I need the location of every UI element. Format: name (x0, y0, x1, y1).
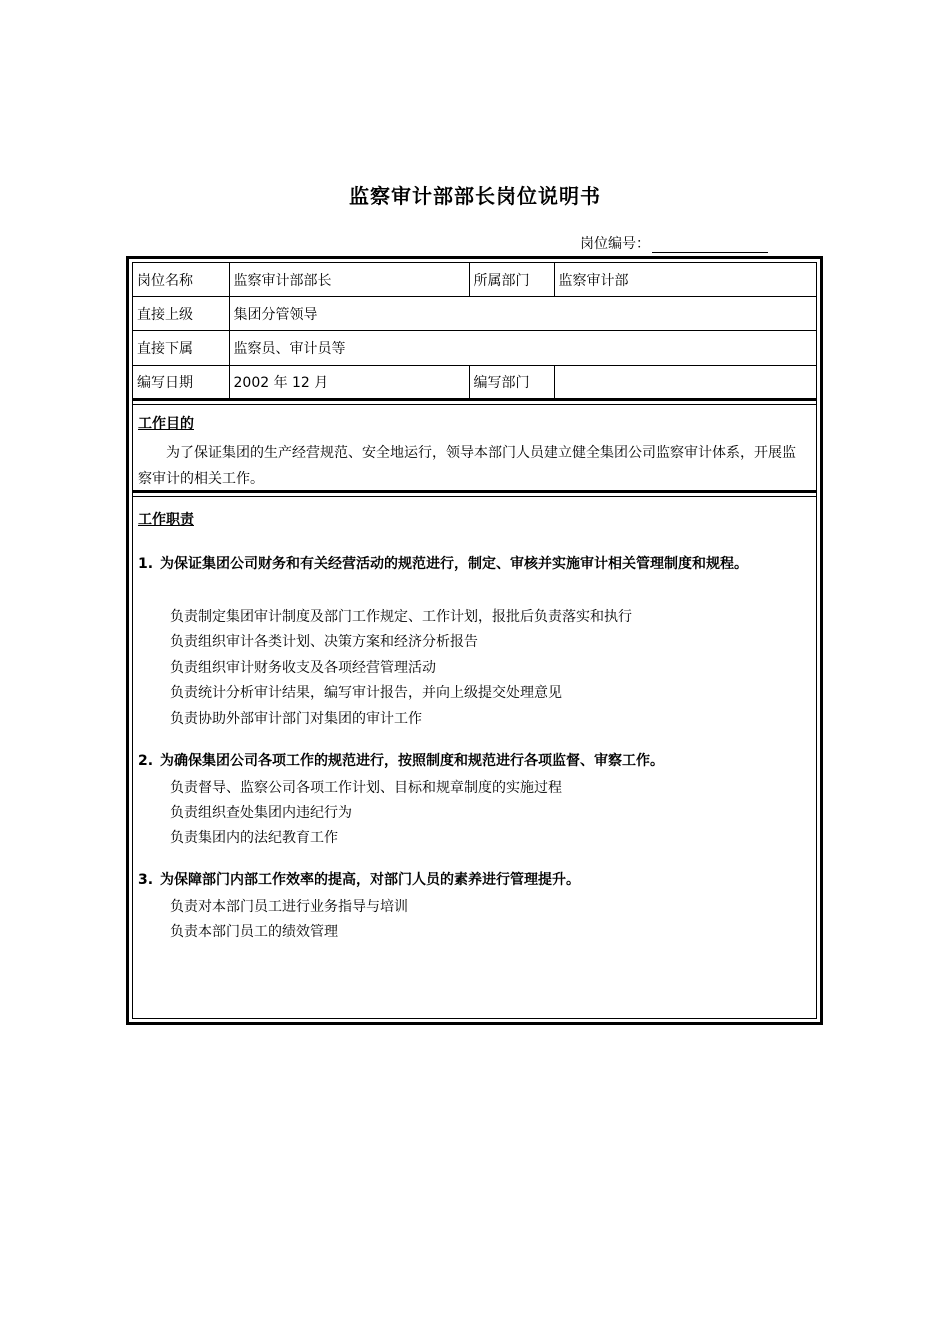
date-label: 编写日期 (133, 365, 229, 399)
list-item-text: 负责制定集团审计制度及部门工作规定、工作计划，报批后负责落实和执行 (170, 609, 632, 625)
post-name-label: 岗位名称 (133, 263, 229, 297)
table-row (133, 365, 816, 399)
table-row (133, 297, 816, 331)
list-item (138, 829, 338, 847)
writer-dept-label: 编写部门 (469, 365, 554, 399)
superior-value: 集团分管领导 (229, 297, 816, 331)
section-divider (133, 398, 816, 405)
list-item (138, 684, 562, 702)
duty-section-text: 为保证集团公司财务和有关经营活动的规范进行，制定、审核并实施审计相关管理制度和规程。 (160, 556, 748, 572)
table-row (133, 331, 816, 365)
post-number-label: 岗位编号： (580, 236, 650, 252)
job-description-body (132, 262, 817, 1019)
duty-section-title (138, 869, 796, 892)
document-title: 监察审计部部长岗位说明书 (349, 184, 601, 208)
list-item (138, 659, 436, 677)
purpose-text: 为了保证集团的生产经营规范、安全地运行，领导本部门人员建立健全集团公司监察审计体系，开展监察审计的相关工作。 (138, 445, 796, 487)
list-item-text: 负责统计分析审计结果，编写审计报告，并向上级提交处理意见 (170, 685, 562, 701)
department-label: 所属部门 (469, 263, 554, 297)
job-description-frame (126, 256, 823, 1025)
list-item (138, 779, 562, 797)
list-item-text: 负责组织审计财务收支及各项经营管理活动 (170, 660, 436, 676)
list-item-text: 负责组织审计各类计划、决策方案和经济分析报告 (170, 634, 478, 650)
post-number-field (580, 233, 768, 253)
duty-section-number: 3. (138, 872, 154, 888)
duty-section-title (138, 553, 796, 576)
duty-section-number: 1. (138, 556, 154, 572)
basic-info-table (133, 263, 816, 400)
list-item (138, 608, 632, 626)
purpose-heading: 工作目的 (138, 416, 194, 432)
list-item-text: 负责督导、监察公司各项工作计划、目标和规章制度的实施过程 (170, 780, 562, 796)
list-item-text: 负责组织查处集团内违纪行为 (170, 805, 352, 821)
list-item-text: 负责集团内的法纪教育工作 (170, 830, 338, 846)
department-value: 监察审计部 (554, 263, 816, 297)
list-item (138, 710, 422, 728)
post-name-value: 监察审计部部长 (229, 263, 469, 297)
list-item (138, 898, 408, 916)
duty-section-text: 为保障部门内部工作效率的提高，对部门人员的素养进行管理提升。 (160, 872, 580, 888)
duty-section-text: 为确保集团公司各项工作的规范进行，按照制度和规范进行各项监督、审察工作。 (160, 753, 664, 769)
writer-dept-value (554, 365, 816, 399)
duty-section-title (138, 750, 796, 773)
list-item-text: 负责本部门员工的绩效管理 (170, 924, 338, 940)
section-divider (133, 490, 816, 497)
list-item-text: 负责对本部门员工进行业务指导与培训 (170, 899, 408, 915)
duties-heading: 工作职责 (138, 512, 194, 528)
table-row (133, 263, 816, 297)
superior-label: 直接上级 (133, 297, 229, 331)
duty-section-number: 2. (138, 753, 154, 769)
list-item-text: 负责协助外部审计部门对集团的审计工作 (170, 711, 422, 727)
subordinate-value: 监察员、审计员等 (229, 331, 816, 365)
list-item (138, 633, 478, 651)
subordinate-label: 直接下属 (133, 331, 229, 365)
list-item (138, 804, 352, 822)
list-item (138, 923, 338, 941)
post-number-blank[interactable] (652, 238, 768, 253)
date-value: 2002 年 12 月 (229, 365, 469, 399)
